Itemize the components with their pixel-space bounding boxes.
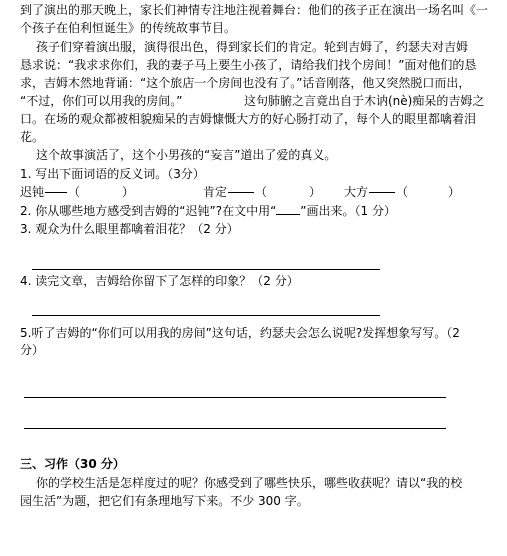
essay-prompt: 你的学校生活是怎样度过的呢？你感受到了哪些快乐，哪些收获呢？请以“我的校 (36, 476, 463, 490)
passage-line: 到了演出的那天晚上，家长们神情专注地注视着舞台：他们的孩子正在演出一场名叫《一 (20, 3, 489, 17)
antonym-word: 迟钝 (20, 185, 45, 199)
question-4: 4. 读完文章，吉姆给你留下了怎样的印象？（2 分） (20, 274, 299, 288)
passage-line: 个孩子在伯利恒诞生》的传统故事节目。 (20, 21, 237, 35)
antonym-row: 肯定 （ ） (203, 185, 322, 199)
antonym-row: 大方 （ ） (344, 185, 461, 199)
question-2: 2. 你从哪些地方感受到吉姆的“迟钝”?在文中用“ ”画出来。（1 分） (20, 204, 396, 218)
passage-line: 花。 (20, 130, 45, 144)
question-5: 分） (20, 343, 45, 357)
passage-line: 这句肺腑之言竟出自于木讷(nè)痴呆的吉姆之 (244, 94, 485, 108)
passage-line: 口。在场的观众都被相貌痴呆的吉姆慷慨大方的好心肠打动了，每个人的眼里都噙着泪 (20, 112, 477, 126)
passage-line: 孩子们穿着演出服，演得很出色，得到家长们的肯定。轮到吉姆了，约瑟夫对吉姆 (36, 40, 469, 54)
answer-line[interactable] (24, 397, 446, 398)
answer-line[interactable] (32, 315, 380, 316)
question-3: 3. 观众为什么眼里都噙着泪花？（2 分） (20, 222, 239, 236)
answer-line[interactable] (32, 269, 380, 270)
passage-line: 恳求说：“我求求你们，我的妻子马上要生小孩了，请给我们找个房间！”面对他们的恳 (20, 58, 477, 72)
question-5: 5.听了吉姆的“你们可以用我的房间”这句话，约瑟夫会怎么说呢?发挥想象写写。（2 (20, 326, 460, 340)
antonym-word: 肯定 (203, 185, 228, 199)
passage-line: 求，吉姆木然地背诵：“这个旅店一个房间也没有了。”话音刚落，他又突然脱口而出， (20, 76, 471, 90)
passage-line: 这个故事演活了，这个小男孩的“妄言”道出了爱的真义。 (36, 148, 337, 162)
question-1: 1. 写出下面词语的反义词。（3分） (20, 167, 205, 181)
essay-prompt: 园生活”为题，把它们有条理地写下来。不少 300 字。 (20, 494, 309, 508)
section-title: 三、习作（30 分） (20, 457, 125, 471)
antonym-word: 大方 (344, 185, 369, 199)
antonym-row: 迟钝 （ ） (20, 185, 135, 199)
answer-line[interactable] (24, 428, 446, 429)
passage-line: “不过，你们可以用我的房间。” (20, 94, 183, 108)
